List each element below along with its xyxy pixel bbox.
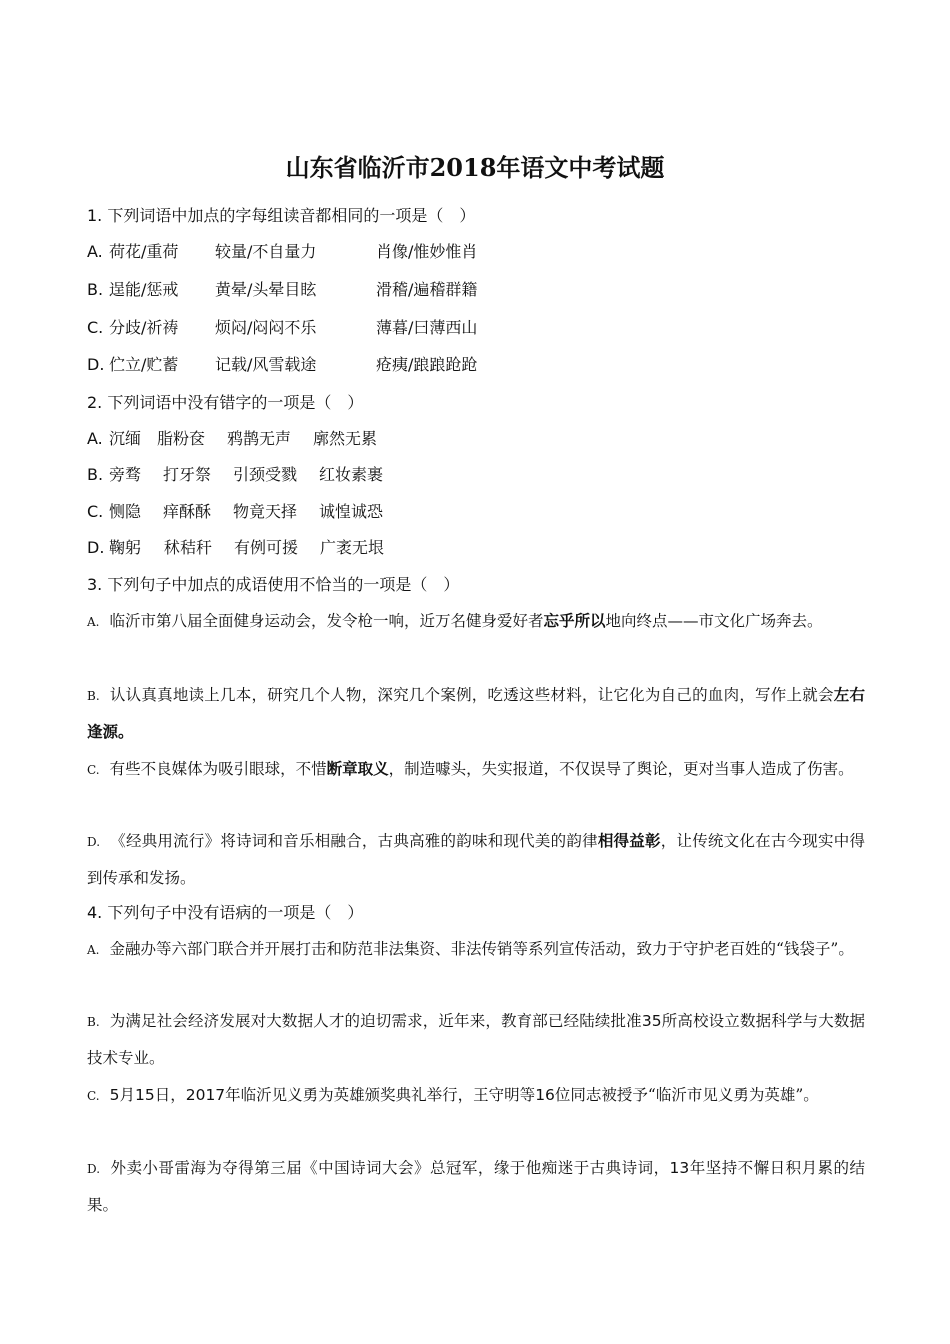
q4-d-text-post: 年坚持不懈日积月累的结果。 [87, 1159, 865, 1214]
q1-b-word-2: 黄晕/头晕目眩 [215, 280, 317, 299]
q1-option-c [87, 318, 478, 338]
q1-b-word-3: 滑稽/遍稽群籍 [376, 280, 478, 299]
q2-a-word-4: 廓然无累 [313, 429, 378, 448]
q3-option-d [87, 823, 865, 896]
q3-c-text-pre: 有些不良媒体为吸引眼球，不惜 [109, 760, 327, 778]
q4-c-text-4: 位同志被授予“临沂市见义勇为英雄”。 [554, 1086, 819, 1104]
q2-c-word-2: 痒酥酥 [163, 502, 212, 521]
q4-c-count: 16 [535, 1086, 555, 1104]
q4-option-b [87, 1003, 865, 1076]
q4-option-a [87, 931, 865, 968]
q1-d-word-1: 伫立/贮蓄 [109, 355, 179, 374]
q3-d-idiom: 相得益彰 [597, 832, 661, 850]
q3-option-c [87, 751, 865, 788]
q3-option-b [87, 677, 865, 750]
q3-a-text-pre: 临沂市第八届全面健身运动会，发令枪一响，近万名健身爱好者 [109, 612, 544, 630]
q4-c-year: 2017 [185, 1086, 226, 1104]
question-2-stem: 2. 下列词语中没有错字的一项是（ ） [87, 393, 364, 412]
question-1-stem: 1. 下列词语中加点的字每组读音都相同的一项是（ ） [87, 206, 476, 225]
q3-c-text-post: ，制造噱头，失实报道，不仅误导了舆论，更对当事人造成了伤害。 [388, 760, 854, 778]
option-label: B. [87, 280, 104, 299]
option-label: D. [87, 355, 105, 374]
option-label: B. [87, 465, 104, 484]
q4-c-month: 5 [109, 1086, 120, 1104]
question-4-stem: 4. 下列句子中没有语病的一项是（ ） [87, 903, 364, 922]
q1-d-word-3: 疮痍/踉踉跄跄 [376, 355, 478, 374]
q2-b-word-4: 红妆素裹 [319, 465, 384, 484]
q2-b-word-1: 旁骛 [109, 465, 142, 484]
q3-c-idiom: 断章取义 [326, 760, 389, 778]
q4-b-text-pre: 为满足社会经济发展对大数据人才的迫切需求，近年来，教育部已经陆续批准 [109, 1012, 642, 1030]
q4-c-text-3: 年临沂见义勇为英雄颁奖典礼举行，王守明等 [225, 1086, 536, 1104]
q1-a-word-2: 较量/不自量力 [215, 242, 317, 261]
option-label: A. [87, 242, 103, 261]
q2-d-word-1: 鞠躬 [109, 538, 142, 557]
q4-option-c [87, 1077, 865, 1114]
q2-c-word-3: 物竟天择 [233, 502, 298, 521]
option-label: B. [87, 1015, 100, 1029]
q3-b-idiom: 左右逢源。 [87, 686, 865, 741]
q2-d-word-4: 广袤无垠 [320, 538, 385, 557]
q2-c-word-4: 诚惶诚恐 [319, 502, 384, 521]
q2-option-c [87, 502, 384, 522]
q1-option-b [87, 280, 478, 300]
q3-option-a [87, 603, 865, 640]
q3-b-text-pre: 认认真真地读上几本，研究几个人物，深究几个案例，吃透这些材料，让它化为自己的血肉，写作上就会 [109, 686, 834, 704]
q2-option-b [87, 465, 384, 485]
q2-d-word-2: 秫秸秆 [164, 538, 213, 557]
option-label: B. [87, 689, 100, 703]
option-label: C. [87, 318, 104, 337]
q1-c-word-1: 分歧/祈祷 [109, 318, 179, 337]
question-3-stem: 3. 下列句子中加点的成语使用不恰当的一项是（ ） [87, 575, 460, 594]
q4-c-text-2: 日， [154, 1086, 186, 1104]
q3-d-text-post: ，让传统文化在古今现实中得到传承和发扬。 [87, 832, 865, 887]
q1-b-word-1: 逞能/惩戒 [109, 280, 179, 299]
q2-b-word-3: 引颈受戮 [233, 465, 298, 484]
q1-option-d [87, 355, 478, 375]
option-label: C. [87, 502, 104, 521]
q2-d-word-3: 有例可援 [234, 538, 299, 557]
q4-d-text-pre: 外卖小哥雷海为夺得第三届《中国诗词大会》总冠军，缘于他痴迷于古典诗词， [110, 1159, 670, 1177]
q1-c-word-3: 薄暮/曰薄西山 [376, 318, 478, 337]
q1-c-word-2: 烦闷/闷闷不乐 [215, 318, 317, 337]
option-label: C. [87, 763, 100, 777]
q2-a-word-3: 鸦鹊无声 [227, 429, 292, 448]
q1-option-a [87, 242, 478, 262]
option-label: D. [87, 835, 101, 849]
q4-c-text-1: 月 [119, 1086, 135, 1104]
option-label: A. [87, 615, 100, 629]
q2-a-word-1: 沉缅 [109, 429, 142, 448]
q3-a-idiom: 忘乎所以 [543, 612, 606, 630]
option-label: D. [87, 538, 105, 557]
q1-a-word-3: 肖像/惟妙惟肖 [376, 242, 478, 261]
q2-a-word-2: 脂粉奁 [157, 429, 206, 448]
q4-c-day: 15 [134, 1086, 155, 1104]
q4-a-text: 金融办等六部门联合并开展打击和防范非法集资、非法传销等系列宣传活动，致力于守护老百姓的“钱袋子”。 [109, 940, 854, 958]
option-label: A. [87, 429, 103, 448]
q4-d-number: 13 [669, 1159, 690, 1177]
page-title: 山东省临沂市2018年语文中考试题 [285, 153, 665, 182]
option-label: C. [87, 1089, 100, 1103]
q2-option-a [87, 429, 378, 449]
q3-d-text-pre: 《经典用流行》将诗词和音乐相融合，古典高雅的韵味和现代美的韵律 [110, 832, 598, 850]
q2-option-d [87, 538, 385, 558]
q1-d-word-2: 记载/风雪载途 [215, 355, 317, 374]
q2-b-word-2: 打牙祭 [163, 465, 212, 484]
q4-b-text-post: 所高校设立数据科学与大数据技术专业。 [87, 1012, 865, 1067]
q4-option-d [87, 1150, 865, 1223]
q2-c-word-1: 恻隐 [109, 502, 142, 521]
q1-a-word-1: 荷花/重荷 [109, 242, 179, 261]
q3-a-text-post: 地向终点——市文化广场奔去。 [605, 612, 823, 630]
option-label: D. [87, 1162, 101, 1176]
q4-b-number: 35 [641, 1012, 662, 1030]
option-label: A. [87, 943, 100, 957]
